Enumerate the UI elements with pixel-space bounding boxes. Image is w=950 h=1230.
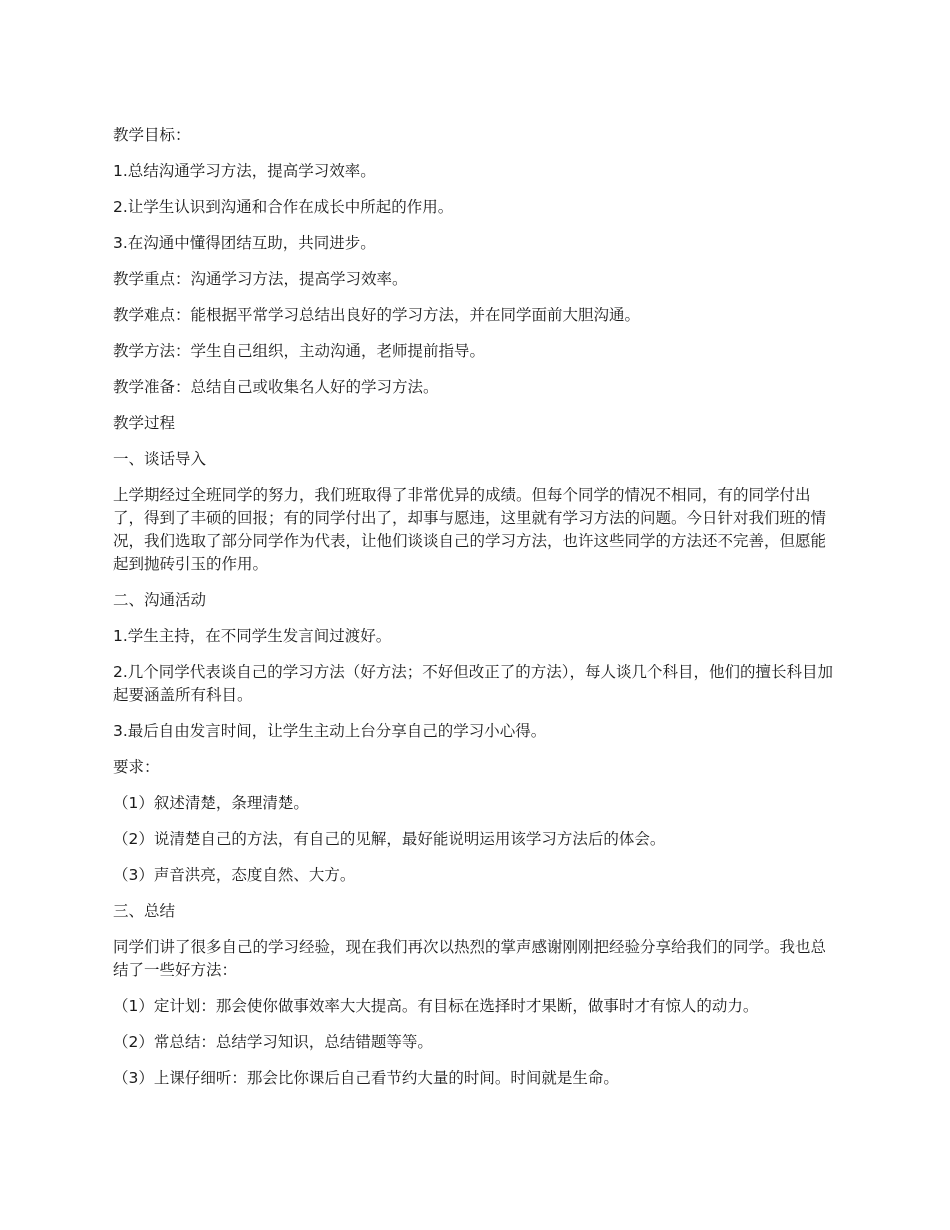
method-item: （2）常总结：总结学习知识，总结错题等等。	[113, 1033, 433, 1051]
section-heading-intro: 一、谈话导入	[113, 450, 207, 468]
teaching-method: 教学方法：学生自己组织，主动沟通，老师提前指导。	[113, 342, 486, 360]
summary-paragraph: 同学们讲了很多自己的学习经验，现在我们再次以热烈的掌声感谢刚刚把经验分享给我们的同学。我也总结了一些好方法：	[113, 938, 827, 979]
section-heading-summary: 三、总结	[113, 902, 176, 920]
requirements-heading: 要求：	[113, 758, 160, 776]
activity-item: 3.最后自由发言时间，让学生主动上台分享自己的学习小心得。	[113, 722, 547, 740]
key-point: 教学重点：沟通学习方法，提高学习效率。	[113, 270, 408, 288]
method-item: （1）定计划：那会使你做事效率大大提高。有目标在选择时才果断，做事时才有惊人的动力。	[113, 997, 759, 1015]
difficult-point: 教学难点：能根据平常学习总结出良好的学习方法，并在同学面前大胆沟通。	[113, 306, 641, 324]
objective-item: 1.总结沟通学习方法，提高学习效率。	[113, 162, 376, 180]
activity-item: 1.学生主持，在不同学生发言间过渡好。	[113, 627, 392, 645]
requirement-item: （2）说清楚自己的方法，有自己的见解，最好能说明运用该学习方法后的体会。	[113, 830, 666, 848]
objective-item: 2.让学生认识到沟通和合作在成长中所起的作用。	[113, 198, 454, 216]
document-body	[113, 124, 841, 1103]
section-heading-activity: 二、沟通活动	[113, 591, 207, 609]
intro-paragraph: 上学期经过全班同学的努力，我们班取得了非常优异的成绩。但每个同学的情况不相同，有的同学付出了，得到了丰硕的回报；有的同学付出了，却事与愿违，这里就有学习方法的问题。今日针对我们班的情况，我们选取了部分同学作为代表，让他们谈谈自己的学习方法，也许这些同学的方法还不完善，但愿能起到抛砖引玉的作用。	[113, 486, 827, 573]
requirement-item: （1）叙述清楚，条理清楚。	[113, 794, 309, 812]
heading-objectives: 教学目标：	[113, 126, 191, 144]
teaching-preparation: 教学准备：总结自己或收集名人好的学习方法。	[113, 378, 439, 396]
requirement-item: （3）声音洪亮，态度自然、大方。	[113, 866, 356, 884]
objective-item: 3.在沟通中懂得团结互助，共同进步。	[113, 234, 376, 252]
heading-process: 教学过程	[113, 414, 176, 432]
activity-item: 2.几个同学代表谈自己的学习方法（好方法；不好但改正了的方法），每人谈几个科目，他们的擅长科目加起要涵盖所有科目。	[113, 663, 834, 704]
method-item: （3）上课仔细听：那会比你课后自己看节约大量的时间。时间就是生命。	[113, 1069, 619, 1087]
